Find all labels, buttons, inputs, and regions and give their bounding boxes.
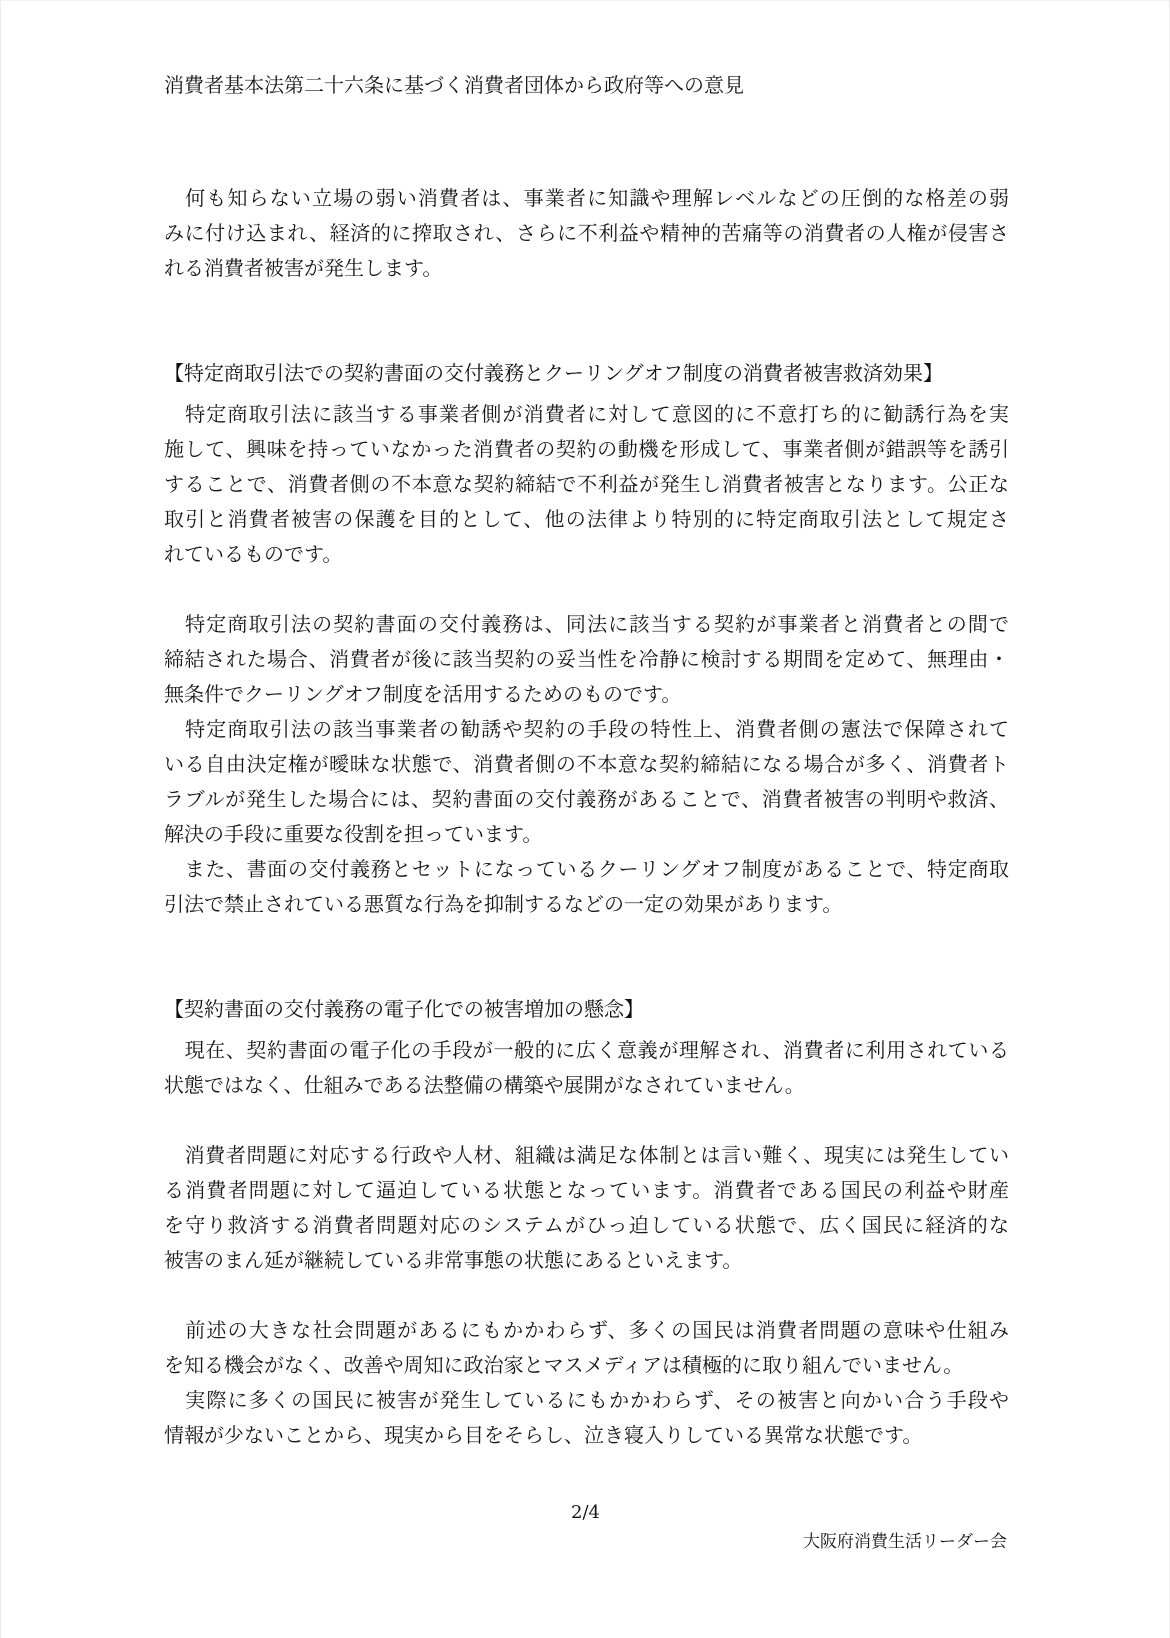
text-line: 状態ではなく、仕組みである法整備の構築や展開がなされていません。 [164, 1073, 805, 1097]
text-line: 消費者問題に対応する行政や人材、組織は満足な体制とは言い難く、現実には発生してい [164, 1143, 1009, 1167]
paragraph [164, 1138, 1009, 1278]
blank-line [164, 922, 1009, 957]
blank-line [164, 957, 1009, 992]
text-line: 引法で禁止されている悪質な行為を抑制するなどの一定の効果があります。 [164, 892, 843, 916]
text-line: 取引と消費者被害の保護を目的として、他の法律より特別的に特定商取引法として規定さ [164, 507, 1009, 531]
text-line: 解決の手段に重要な役割を担っています。 [164, 822, 543, 846]
text-line: 特定商取引法の該当事業者の勧誘や契約の手段の特性上、消費者側の憲法で保障されて [164, 717, 1009, 741]
text-line: 施して、興味を持っていなかった消費者の契約の動機を形成して、事業者側が錯誤等を誘引 [164, 437, 1009, 461]
text-line: 前述の大きな社会問題があるにもかかわらず、多くの国民は消費者問題の意味や仕組み [164, 1318, 1009, 1342]
text-line: 無条件でクーリングオフ制度を活用するためのものです。 [164, 682, 682, 706]
section-heading: 【契約書面の交付義務の電子化での被害増加の懸念】 [164, 997, 644, 1021]
page-number: 2/4 [571, 1502, 600, 1523]
text-line: また、書面の交付義務とセットになっているクーリングオフ制度があることで、特定商取 [164, 857, 1009, 881]
blank-line [164, 572, 1009, 607]
footer-organization: 大阪府消費生活リーダー会 [803, 1532, 1007, 1552]
text-line: 現在、契約書面の電子化の手段が一般的に広く意義が理解され、消費者に利用されている [164, 1038, 1009, 1062]
text-line: を知る機会がなく、改善や周知に政治家とマスメディアは積極的に取り組んでいません。 [164, 1353, 964, 1377]
blank-line [164, 1278, 1009, 1313]
text-line: ラブルが発生した場合には、契約書面の交付義務があることで、消費者被害の判明や救済、 [164, 787, 1009, 811]
text-line: することで、消費者側の不本意な契約締結で不利益が発生し消費者被害となります。公正な [164, 472, 1009, 496]
section-heading: 【特定商取引法での契約書面の交付義務とクーリングオフ制度の消費者被害救済効果】 [164, 361, 943, 385]
paragraph [164, 1313, 1009, 1383]
paragraph [164, 1383, 1009, 1453]
paragraph [164, 852, 1009, 922]
blank-line [164, 286, 1009, 321]
text-line: みに付け込まれ、経済的に搾取され、さらに不利益や精神的苦痛等の消費者の人権が侵害さ [164, 221, 1009, 245]
paragraph [164, 181, 1009, 286]
paragraph [164, 397, 1009, 572]
text-line: 締結された場合、消費者が後に該当契約の妥当性を冷静に検討する期間を定めて、無理由・ [164, 647, 1009, 671]
text-line: 被害のまん延が継続している非常事態の状態にあるといえます。 [164, 1248, 743, 1272]
text-line: いる自由決定権が曖昧な状態で、消費者側の不本意な契約締結になる場合が多く、消費者ト [164, 752, 1009, 776]
text-line: 何も知らない立場の弱い消費者は、事業者に知識や理解レベルなどの圧倒的な格差の弱 [164, 186, 1009, 210]
document-body [164, 181, 1009, 1453]
text-line: を守り救済する消費者問題対応のシステムがひっ迫している状態で、広く国民に経済的な [164, 1213, 1009, 1237]
text-line: れているものです。 [164, 542, 343, 566]
blank-line [164, 321, 1009, 356]
text-line: 特定商取引法に該当する事業者側が消費者に対して意図的に不意打ち的に勧誘行為を実 [164, 402, 1009, 426]
text-line: 情報が少ないことから、現実から目をそらし、泣き寝入りしている異常な状態です。 [164, 1423, 923, 1447]
paragraph [164, 607, 1009, 712]
text-line: 実際に多くの国民に被害が発生しているにもかかわらず、その被害と向かい合う手段や [164, 1388, 1009, 1412]
blank-line [164, 1103, 1009, 1138]
paragraph [164, 1033, 1009, 1103]
document-header-title: 消費者基本法第二十六条に基づく消費者団体から政府等への意見 [164, 73, 744, 97]
text-line: る消費者問題に対して逼迫している状態となっています。消費者である国民の利益や財産 [164, 1178, 1009, 1202]
paragraph [164, 712, 1009, 852]
text-line: 特定商取引法の契約書面の交付義務は、同法に該当する契約が事業者と消費者との間で [164, 612, 1009, 636]
text-line: れる消費者被害が発生します。 [164, 256, 443, 280]
